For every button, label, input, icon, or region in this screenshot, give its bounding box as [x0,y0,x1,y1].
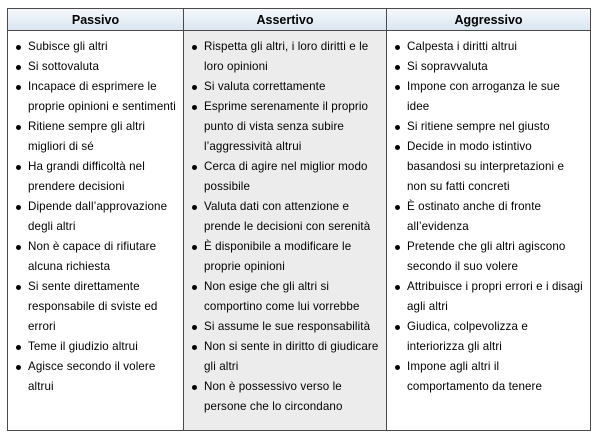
list-item: Subisce gli altri [14,37,177,57]
list-item: Si sottovaluta [14,57,177,77]
list-item: Non è possessivo verso le persone che lo circondano [190,377,380,417]
list-item: Impone agli altri il comportamento da tenere [393,357,584,397]
list-item: Pretende che gli altri agiscono secondo il suo volere [393,237,584,277]
list-item: Si assume le sue responsabilità [190,317,380,337]
list-item: Valuta dati con attenzione e prende le decisioni con serenità [190,197,380,237]
list-item: Cerca di agire nel miglior modo possibile [190,157,380,197]
column-assertivo [183,9,386,430]
list-item: Non esige che gli altri si comportino come lui vorrebbe [190,277,380,317]
column-header-aggressivo: Aggressivo [387,9,590,31]
list-aggressivo [387,31,590,397]
list-item: Esprime serenamente il proprio punto di vista senza subire l’aggressività altrui [190,97,380,157]
column-header-assertivo: Assertivo [184,9,386,31]
list-item: Calpesta i diritti altrui [393,37,584,57]
list-item: Agisce secondo il volere altrui [14,357,177,397]
list-item: Rispetta gli altri, i loro diritti e le loro opinioni [190,37,380,77]
list-item: Impone con arroganza le sue idee [393,77,584,117]
list-item: Dipende dall’approvazione degli altri [14,197,177,237]
column-passivo [8,9,183,430]
list-item: È disponibile a modificare le proprie opinioni [190,237,380,277]
list-item: Si valuta correttamente [190,77,380,97]
list-item: Si ritiene sempre nel giusto [393,117,584,137]
list-item: Giudica, colpevolizza e interiorizza gli altri [393,317,584,357]
list-passivo [8,31,183,397]
list-item: È ostinato anche di fronte all’evidenza [393,197,584,237]
list-item: Attribuisce i propri errori e i disagi agli altri [393,277,584,317]
list-item: Incapace di esprimere le proprie opinioni e sentimenti [14,77,177,117]
list-item: Teme il giudizio altrui [14,337,177,357]
list-assertivo [184,31,386,417]
list-item: Non si sente in diritto di giudicare gli altri [190,337,380,377]
list-item: Decide in modo istintivo basandosi su interpretazioni e non su fatti concreti [393,137,584,197]
comparison-table [7,8,591,431]
list-item: Ritiene sempre gli altri migliori di sé [14,117,177,157]
column-header-passivo: Passivo [8,9,183,31]
list-item: Si sopravvaluta [393,57,584,77]
list-item: Non è capace di rifiutare alcuna richiesta [14,237,177,277]
list-item: Si sente direttamente responsabile di sviste ed errori [14,277,177,337]
column-aggressivo [386,9,590,430]
list-item: Ha grandi difficoltà nel prendere decisioni [14,157,177,197]
